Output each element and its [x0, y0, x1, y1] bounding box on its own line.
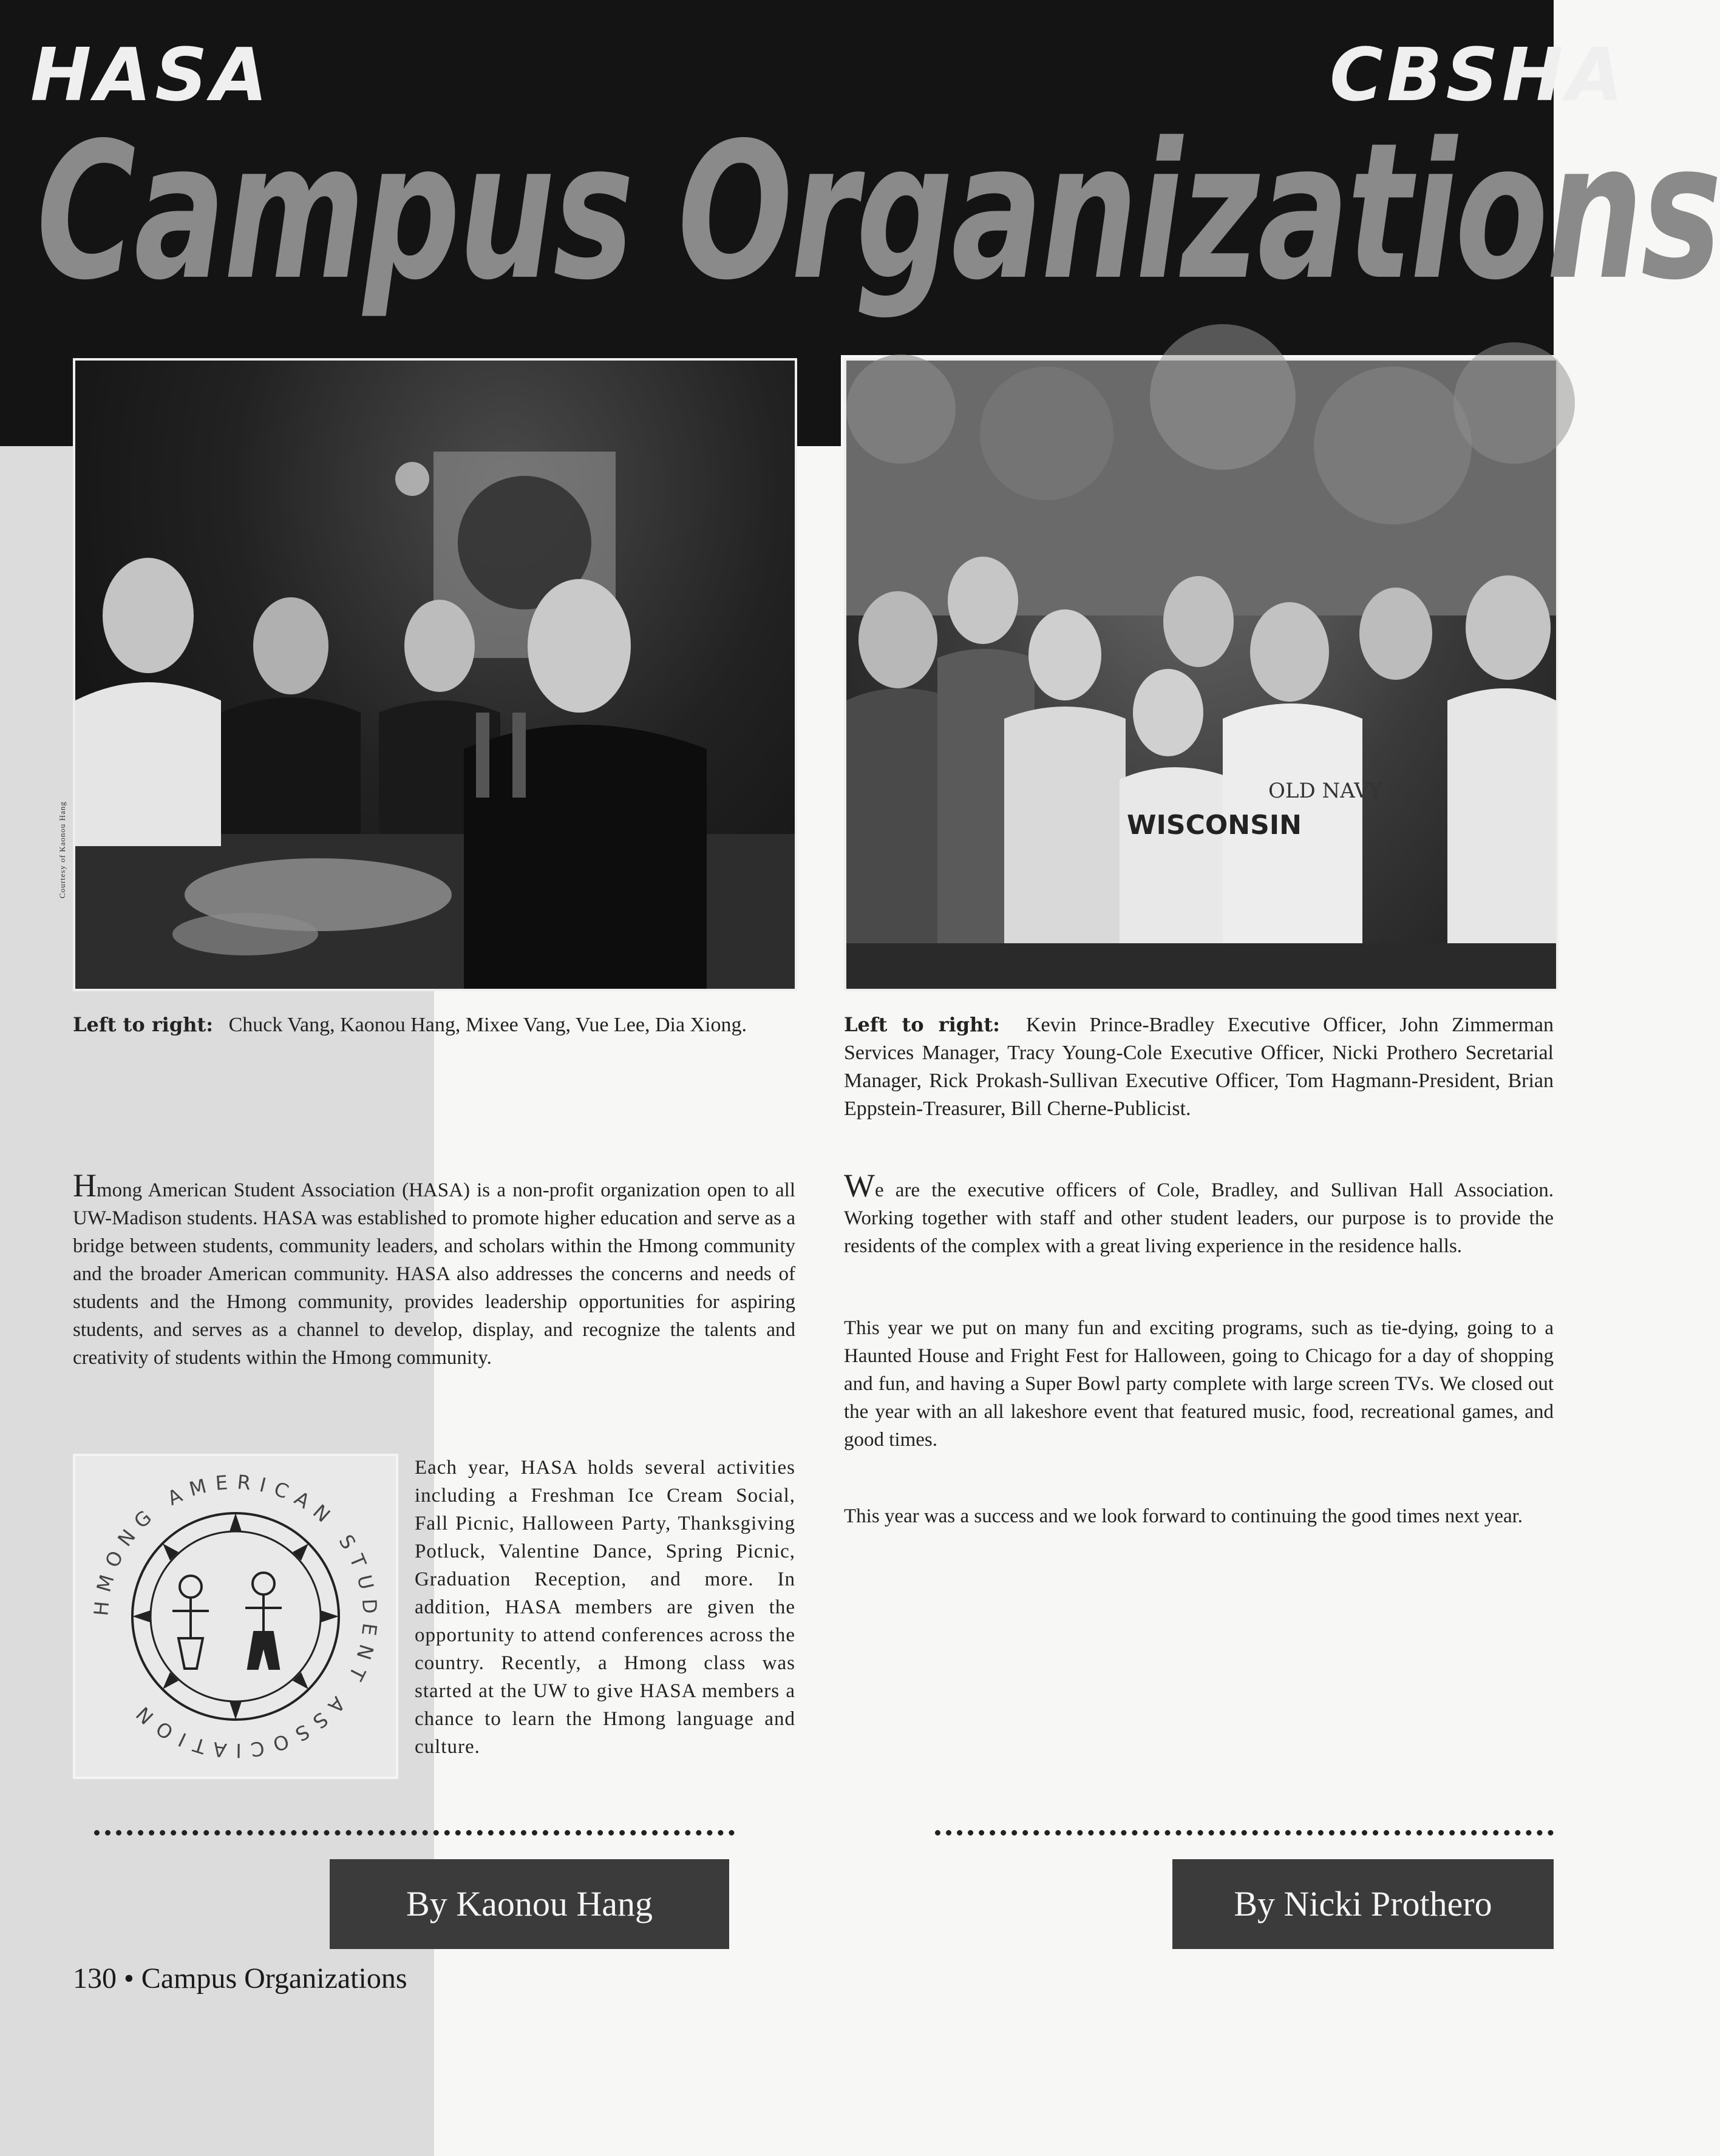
hasa-logo: [73, 1454, 398, 1779]
figure-boy: [245, 1573, 282, 1669]
drop-cap: W: [844, 1167, 875, 1204]
cbsha-group-photo: [844, 358, 1559, 991]
caption-label: Left to right: [73, 1013, 206, 1036]
dotted-divider-right: [935, 1830, 1554, 1836]
caption-names: Chuck Vang, Kaonou Hang, Mixee Vang, Vue Lee, Dia Xiong.: [228, 1014, 747, 1036]
hasa-paragraph-2: Each year, HASA holds several activities including a Freshman Ice Cream Social, Fall Picnic, Halloween Party, Thanksgiving Potluck, Valentine Dance, Spring Picnic, Graduation Reception, and more. In addition, HASA members are given the opportunity to attend conferences across the country. Recently, a Hmong class was started at the UW to give HASA members a chance to learn the Hmong language and culture.: [415, 1457, 795, 1758]
cbsha-photo-illustration: [846, 361, 1556, 989]
dotted-divider-left: [94, 1830, 735, 1836]
byline-right: By Nicki Prothero: [1172, 1859, 1554, 1949]
shirt-text-wisconsin: WISCONSIN: [1127, 810, 1302, 841]
hasa-paragraph-1: [73, 1167, 795, 1372]
hasa-photo-caption: Left to right: Chuck Vang, Kaonou Hang, Mixee Vang, Vue Lee, Dia Xiong.: [73, 1013, 747, 1036]
hasa-photo-illustration: [75, 361, 795, 989]
paragraph-text: mong American Student Association (HASA) is a non-profit organization open to all UW-Madison students. HASA was established to promote higher education and serve as a bridge between students, community leaders, and scholars within the Hmong community and the broader American community. HASA also addresses the concerns and needs of students and the Hmong community, provides leadership opportunities for aspiring students, and serves as a channel to develop, display, and recognize the talents and creativity of students within the Hmong community.: [73, 1179, 795, 1369]
caption-label: Left to right: [844, 1013, 993, 1036]
cbsha-paragraph-3: This year was a success and we look forward to continuing the good times next year.: [844, 1505, 1523, 1527]
hasa-emblem: [75, 1456, 396, 1777]
logo-ring-text: HMONG AMERICAN STUDENT ASSOCIATION: [89, 1470, 382, 1763]
drop-cap: H: [73, 1167, 97, 1204]
page-folio: 130 • Campus Organizations: [73, 1962, 407, 1995]
cbsha-paragraph-1: [844, 1167, 1554, 1260]
org-name-left: HASA: [30, 33, 271, 118]
shirt-text-old-navy: OLD NAVY: [1268, 779, 1383, 803]
cbsha-paragraph-2: This year we put on many fun and exciting programs, such as tie-dying, going to a Haunted House and Fright Fest for Halloween, going to Chicago for a day of shopping and fun, and having a Super Bowl party complete with large screen TVs. We closed out the year with an all lakeshore event that featured music, food, recreational games, and good times.: [844, 1317, 1554, 1451]
org-name-right: CBSHA: [1330, 33, 1627, 118]
caption-names: Kevin Prince-Bradley Executive Officer, John Zimmerman Services Manager, Tracy Young-Cole Executive Officer, Nicki Prothero Secretarial Manager, Rick Prokash-Sullivan Executive Officer, Tom Hagmann-President, Brian Eppstein-Treasurer, Bill Cherne-Publicist.: [844, 1014, 1554, 1120]
page-title: Campus Organizations: [36, 103, 1720, 322]
hasa-group-photo: [73, 358, 797, 991]
triangle-border: [132, 1513, 339, 1720]
cbsha-photo-caption: Left to right: Kevin Prince-Bradley Executive Officer, John Zimmerman Services Manager, Tracy Young-Cole Executive Officer, Nicki Prothero Secretarial Manager, Rick Prokash-Sullivan Executive Officer, Tom Hagmann-President, Brian Eppstein-Treasurer, Bill Cherne-Publicist.: [844, 1013, 1554, 1120]
figure-girl: [172, 1576, 209, 1669]
byline-left: By Kaonou Hang: [330, 1859, 729, 1949]
photo-credit: Courtesy of Kaonou Hang: [58, 801, 67, 898]
paragraph-text: e are the executive officers of Cole, Bradley, and Sullivan Hall Association. Working together with staff and other student leaders, our purpose is to provide the residents of the complex with a great living experience in the residence halls.: [844, 1179, 1554, 1257]
